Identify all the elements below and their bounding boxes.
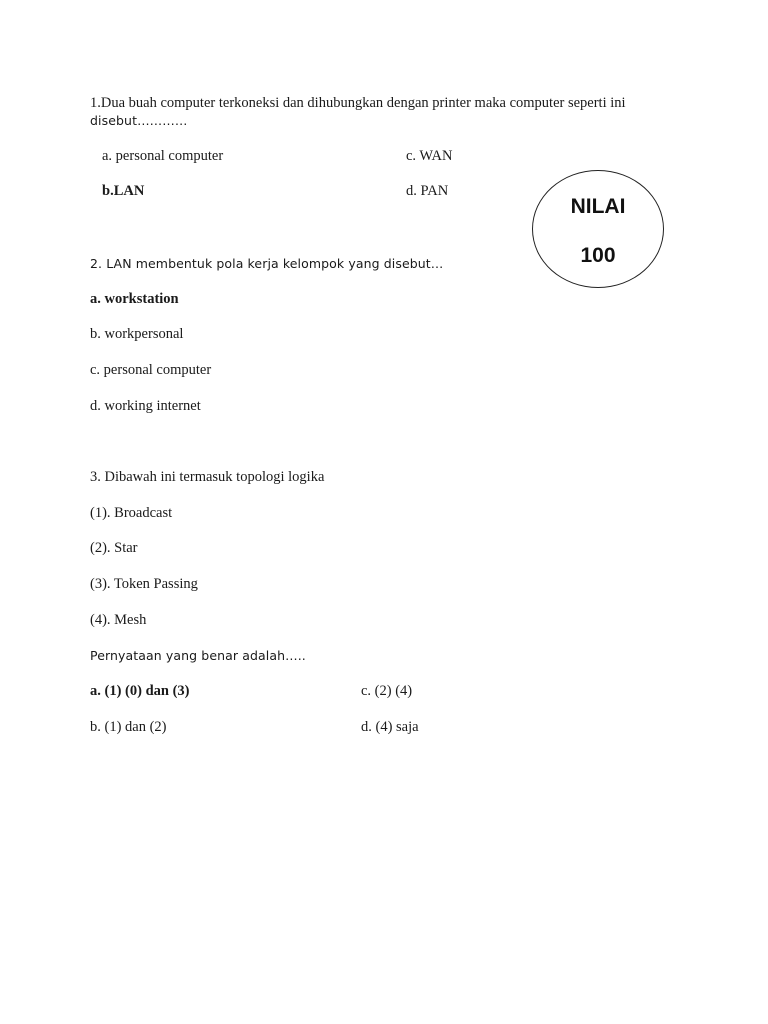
q3-item-1: (1). Broadcast: [90, 505, 173, 521]
q3-statement: Pernyataan yang benar adalah…..: [90, 648, 306, 663]
q1-option-b: b.LAN: [102, 183, 145, 199]
q2-text: 2. LAN membentuk pola kerja kelompok yang disebut…: [90, 256, 444, 271]
q2-option-c: c. personal computer: [90, 362, 212, 378]
q2-option-b: b. workpersonal: [90, 326, 184, 342]
q2-option-d: d. working internet: [90, 398, 201, 414]
q3-option-c: c. (2) (4): [361, 683, 413, 699]
q3-item-2: (2). Star: [90, 540, 138, 556]
q1-option-a: a. personal computer: [102, 148, 224, 164]
q2-option-a: a. workstation: [90, 291, 179, 307]
q1-option-c: c. WAN: [406, 148, 453, 164]
score-label: NILAI: [570, 195, 626, 218]
score-value: 100: [580, 244, 616, 267]
q1-text-line2: disebut…………: [90, 113, 188, 128]
q3-text: 3. Dibawah ini termasuk topologi logika: [90, 469, 325, 485]
q3-item-3: (3). Token Passing: [90, 576, 198, 592]
q3-option-d: d. (4) saja: [361, 719, 419, 735]
q1-text-line1: 1.Dua buah computer terkoneksi dan dihubungkan dengan printer maka computer seperti ini: [90, 95, 626, 111]
q3-item-4: (4). Mesh: [90, 612, 147, 628]
q3-option-a: a. (1) (0) dan (3): [90, 683, 190, 699]
q1-option-d: d. PAN: [406, 183, 449, 199]
q3-option-b: b. (1) dan (2): [90, 719, 167, 735]
score-stamp: [532, 170, 664, 288]
